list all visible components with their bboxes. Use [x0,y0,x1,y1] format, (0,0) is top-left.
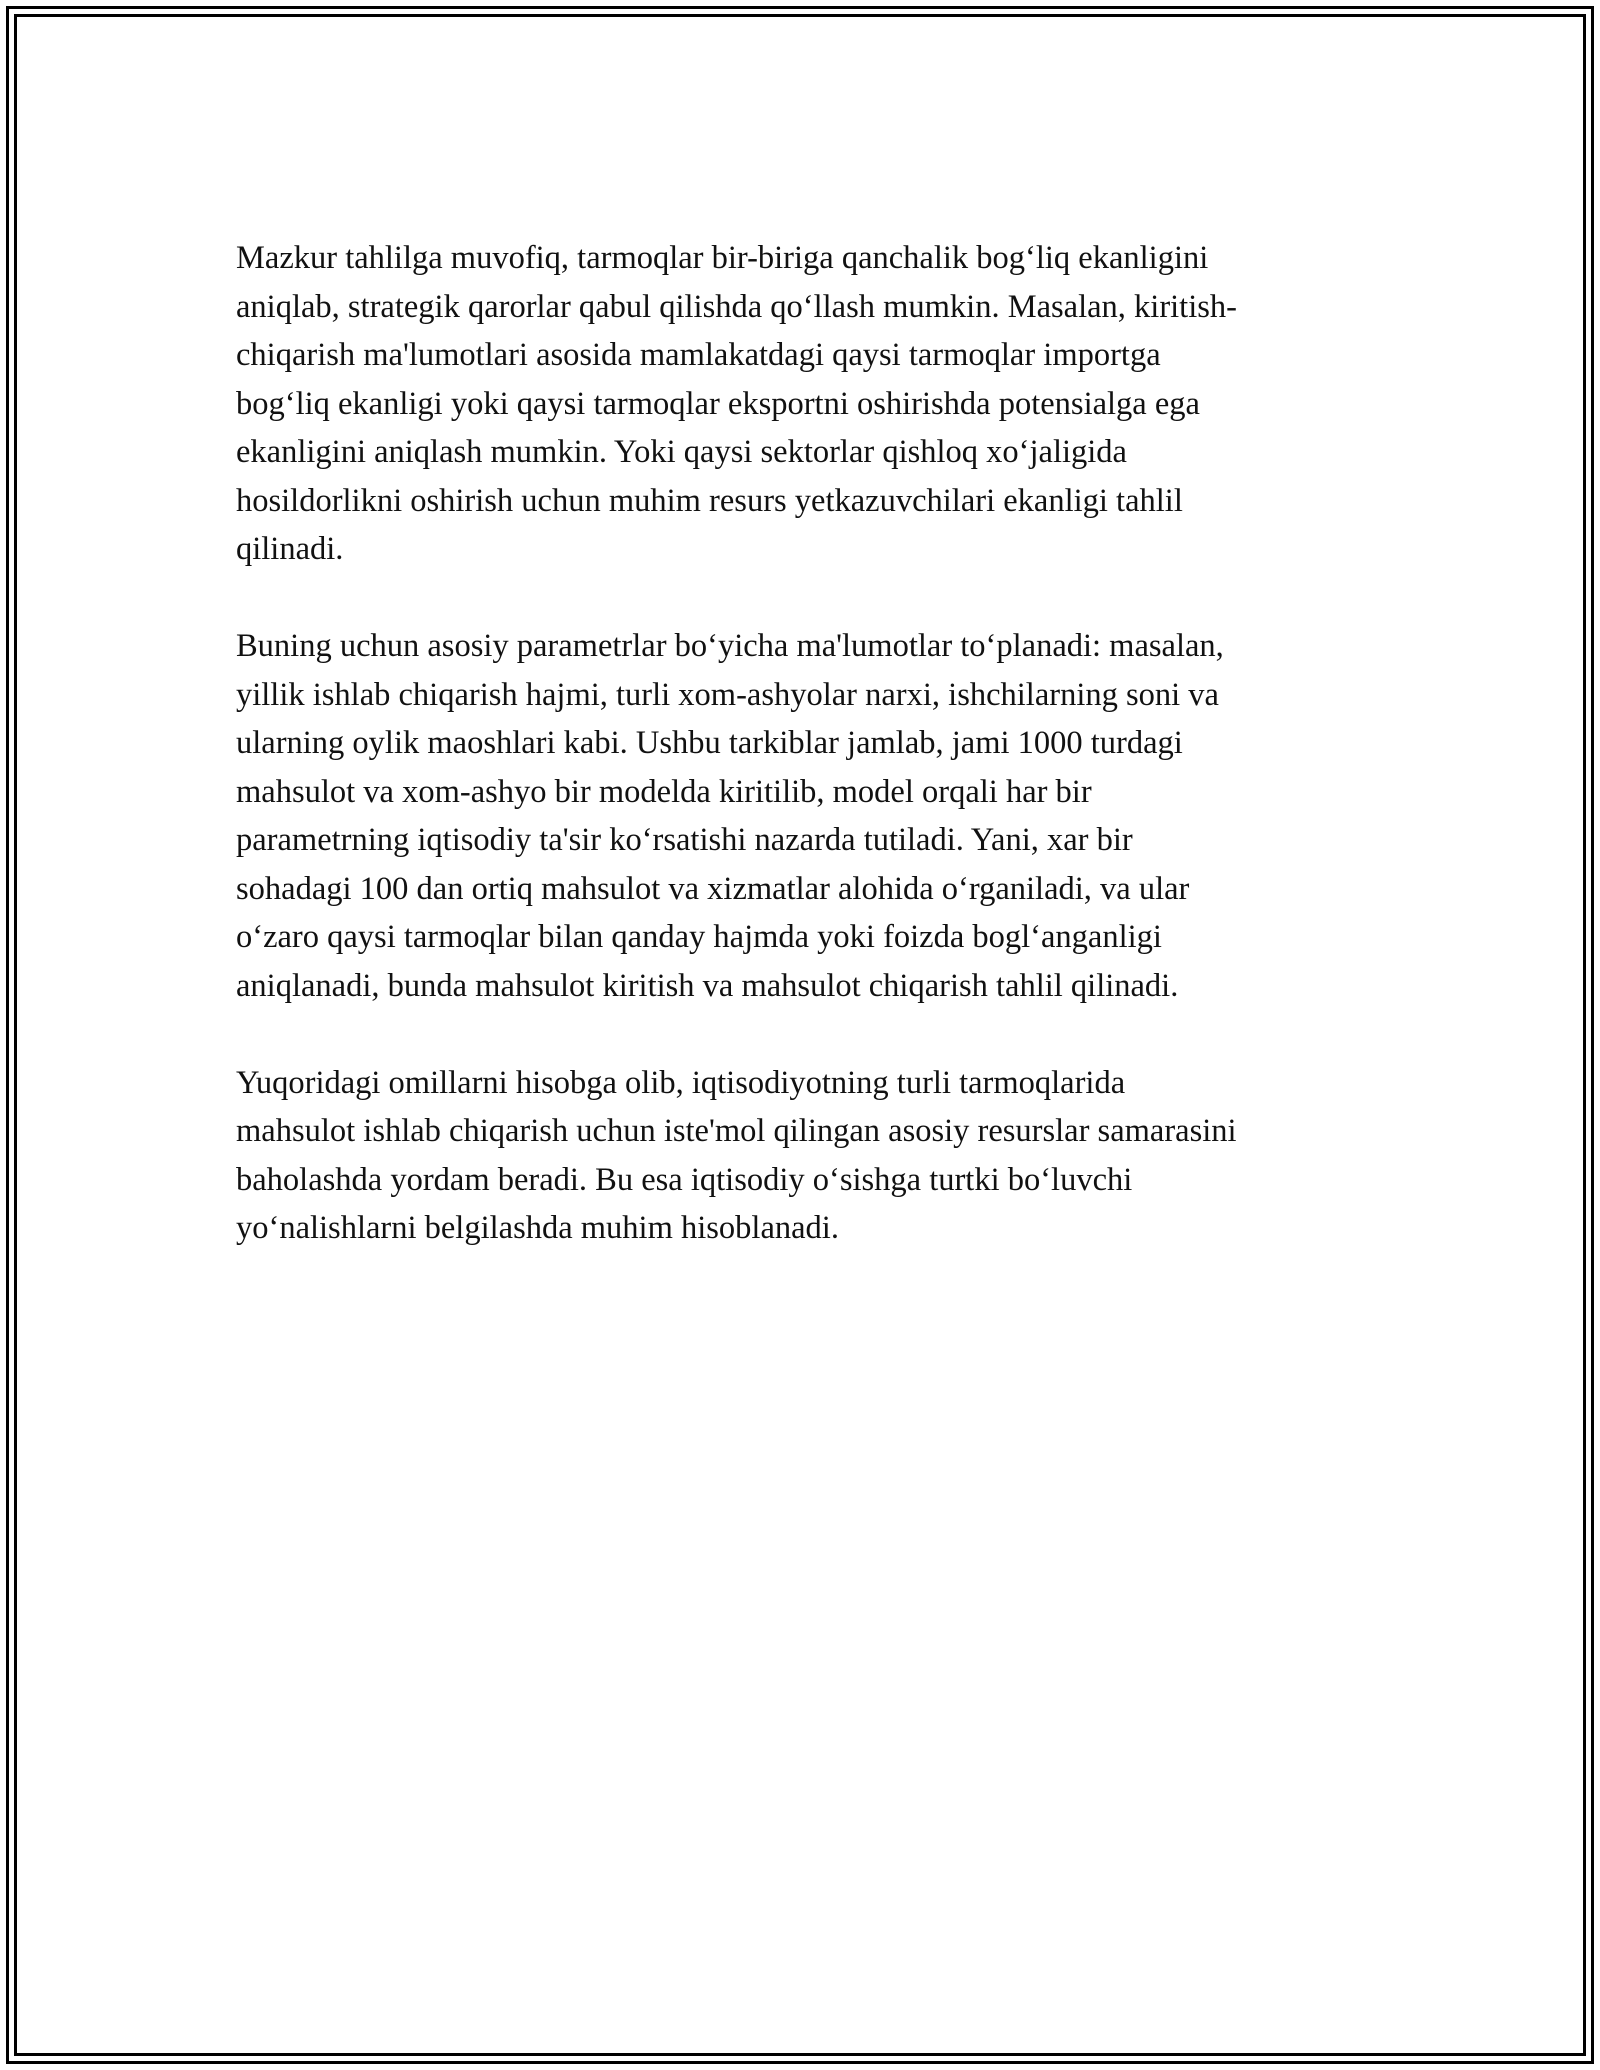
text-line: sohadagi 100 dan ortiq mahsulot va xizmatlar alohida o‘rganiladi, va ular [236,870,1190,907]
text-line: parametrning iqtisodiy ta'sir ko‘rsatishi nazarda tutiladi. Yani, xar bir [236,822,1133,858]
text-line: Mazkur tahlilga muvofiq, tarmoqlar bir-biriga qanchalik bog‘liq ekanligini [236,240,1209,276]
text-line: qilinadi. [236,531,344,567]
text-line: yillik ishlab chiqarish hajmi, turli xom-ashyolar narxi, ishchilarning soni va [236,676,1219,713]
text-line: ekanligini aniqlash mumkin. Yoki qaysi sektorlar qishloq xo‘jaligida [236,434,1127,470]
text-line: aniqlanadi, bunda mahsulot kiritish va mahsulot chiqarish tahlil qilinadi. [236,967,1179,1004]
text-line: yo‘nalishlarni belgilashda muhim hisoblanadi. [236,1210,839,1246]
text-line: mahsulot va xom-ashyo bir modelda kiritilib, model orqali har bir [236,773,1092,810]
paragraph-1 [236,234,1376,574]
text-line: aniqlab, strategik qarorlar qabul qilishda qo‘llash mumkin. Masalan, kiritish- [236,288,1237,325]
text-line: baholashda yordam beradi. Bu esa iqtisodiy o‘sishga turtki bo‘luvchi [236,1161,1133,1198]
document-body [236,234,1376,1301]
text-line: o‘zaro qaysi tarmoqlar bilan qanday hajmda yoki foizda bogl‘anganligi [236,919,1162,955]
text-line: hosildorlikni oshirish uchun muhim resurs yetkazuvchilari ekanligi tahlil [236,482,1183,519]
paragraph-3 [236,1059,1376,1253]
text-line: Buning uchun asosiy parametrlar bo‘yicha ma'lumotlar to‘planadi: masalan, [236,628,1224,664]
text-line: mahsulot ishlab chiqarish uchun iste'mol qilingan asosiy resurslar samarasini [236,1113,1237,1149]
text-line: chiqarish ma'lumotlari asosida mamlakatdagi qaysi tarmoqlar importga [236,337,1161,373]
text-line: ularning oylik maoshlari kabi. Ushbu tarkiblar jamlab, jami 1000 turdagi [236,725,1183,761]
paragraph-2 [236,622,1376,1010]
text-line: bog‘liq ekanligi yoki qaysi tarmoqlar eksportni oshirishda potensialga ega [236,385,1200,422]
text-line: Yuqoridagi omillarni hisobga olib, iqtisodiyotning turli tarmoqlarida [236,1064,1126,1101]
